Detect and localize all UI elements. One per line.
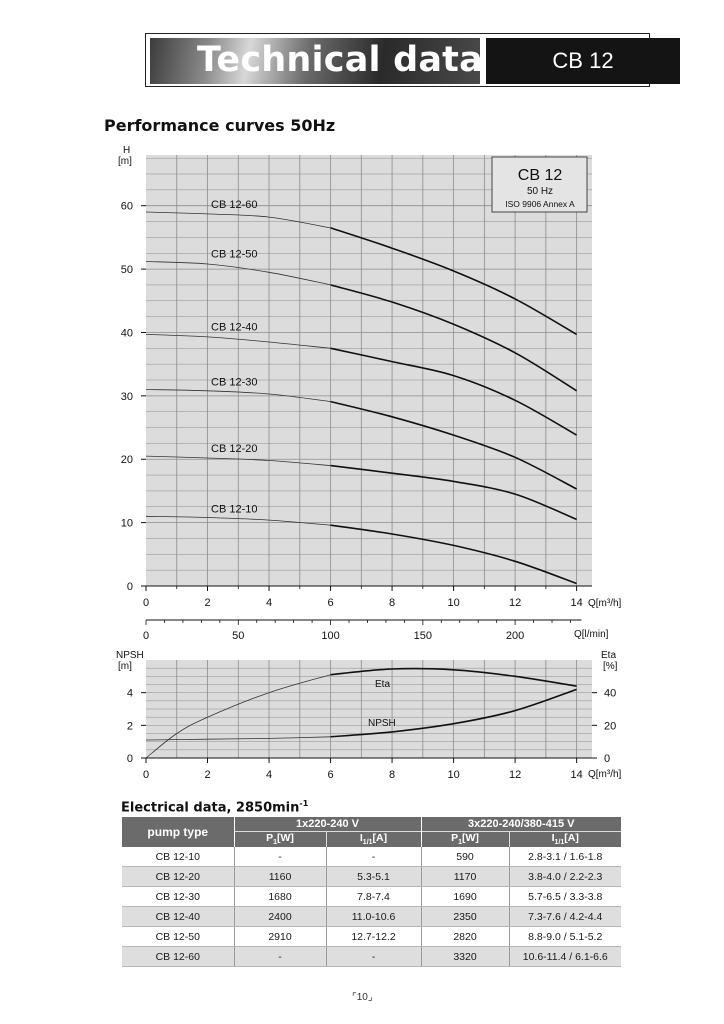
cell-current-single-phase: 5.3-5.1	[326, 867, 421, 887]
electrical-data-table	[122, 817, 621, 967]
table-row	[122, 947, 621, 967]
curve-label-cb-12-30: CB 12-30	[211, 376, 258, 389]
cell-current-three-phase: 2.8-3.1 / 1.6-1.8	[509, 847, 621, 867]
cell-p1-single-phase: 2400	[234, 907, 326, 927]
cell-current-three-phase: 5.7-6.5 / 3.3-3.8	[509, 887, 621, 907]
y-tick-label: 40	[120, 327, 133, 340]
cell-p1-single-phase: 1680	[234, 887, 326, 907]
header-p1-3ph-unit: [W]	[462, 832, 479, 845]
performance-title: Performance curves 50Hz	[104, 116, 336, 135]
x-tick-label: 2	[204, 597, 211, 609]
npsh-left-tick-label: 4	[126, 687, 133, 700]
npsh-right-unit: [%]	[603, 661, 618, 672]
cell-current-single-phase: 11.0-10.6	[326, 907, 421, 927]
cell-p1-three-phase: 2820	[421, 927, 509, 947]
header-p1-3ph-symbol: P	[451, 832, 459, 845]
eta-right-tick-label: 0	[604, 753, 611, 765]
x-tick-label: 8	[389, 597, 396, 609]
x-tick-label: 6	[327, 597, 334, 609]
npsh-x-tick-label: 0	[142, 769, 150, 781]
lmin-tick-label: 0	[142, 630, 150, 642]
npsh-x-tick-label: 4	[265, 769, 273, 781]
cell-pump-type: CB 12-60	[122, 947, 234, 967]
legend-model: CB 12	[517, 167, 563, 184]
y-tick-label: 60	[120, 200, 133, 213]
cell-pump-type: CB 12-10	[122, 847, 234, 867]
npsh-x-tick-label: 14	[570, 769, 583, 781]
cell-pump-type: CB 12-50	[122, 927, 234, 947]
npsh-left-tick-label: 2	[126, 720, 133, 733]
npsh-right-label: Eta	[601, 650, 617, 661]
electrical-title-exponent: -1	[299, 799, 309, 808]
header-i-1ph-symbol: I	[359, 832, 363, 845]
y-axis-unit: [m]	[118, 156, 132, 167]
eta-curve-label: Eta	[375, 679, 391, 690]
cell-p1-single-phase: 1160	[234, 867, 326, 887]
y-tick-label: 0	[126, 581, 133, 593]
cell-current-single-phase: -	[326, 947, 421, 967]
lmin-tick-label: 100	[321, 630, 340, 642]
cell-current-single-phase: 7.8-7.4	[326, 887, 421, 907]
header-p1-3ph	[421, 831, 509, 847]
electrical-title	[121, 799, 308, 815]
table-row	[122, 867, 621, 887]
cell-current-three-phase: 8.8-9.0 / 5.1-5.2	[509, 927, 621, 947]
y-tick-label: 30	[120, 390, 133, 403]
npsh-left-label: NPSH	[116, 650, 144, 661]
curve-label-cb-12-40: CB 12-40	[211, 321, 258, 334]
table-row	[122, 847, 621, 867]
header-p1-1ph	[234, 831, 326, 847]
lmin-tick-label: 150	[413, 630, 433, 642]
header-i-1ph	[326, 831, 421, 847]
header-p1-3ph-sub: 1	[458, 839, 462, 847]
x-tick-label: 12	[508, 597, 522, 609]
header-i-3ph-unit: [A]	[564, 832, 579, 845]
lmin-tick-label: 50	[232, 630, 245, 642]
cell-p1-three-phase: 1170	[421, 867, 509, 887]
lmin-tick-label: 200	[505, 630, 525, 642]
page-number-value: 10	[356, 992, 368, 1003]
table-row	[122, 887, 621, 907]
cell-pump-type: CB 12-40	[122, 907, 234, 927]
npsh-x-tick-label: 12	[508, 769, 522, 781]
header-i-1ph-sub: 1/1	[362, 839, 373, 847]
y-axis-label: H	[123, 145, 131, 156]
cell-current-single-phase: 12.7-12.2	[326, 927, 421, 947]
x-tick-label: 4	[265, 597, 273, 609]
cell-p1-three-phase: 590	[421, 847, 509, 867]
npsh-x-tick-label: 8	[389, 769, 396, 781]
header-p1-1ph-sub: 1	[273, 839, 277, 847]
cell-pump-type: CB 12-20	[122, 867, 234, 887]
header-p1-1ph-unit: [W]	[277, 832, 294, 845]
legend-standard: ISO 9906 Annex A	[505, 199, 575, 209]
cell-pump-type: CB 12-30	[122, 887, 234, 907]
x-axis-label-m3h: Q[m³/h]	[588, 598, 622, 609]
secondary-flow-axis	[143, 620, 582, 642]
cell-p1-single-phase: -	[234, 947, 326, 967]
header-i-3ph-symbol: I	[551, 832, 555, 845]
eta-right-tick-label: 20	[604, 720, 617, 733]
header-i-1ph-unit: [A]	[372, 832, 388, 845]
table-row	[122, 927, 621, 947]
x-tick-label: 14	[570, 597, 583, 609]
x-tick-label: 0	[142, 597, 150, 609]
npsh-left-unit: [m]	[118, 661, 132, 672]
npsh-x-tick-label: 10	[447, 769, 460, 781]
cell-current-three-phase: 10.6-11.4 / 6.1-6.6	[509, 947, 621, 967]
cell-current-three-phase: 7.3-7.6 / 4.2-4.4	[509, 907, 621, 927]
electrical-title-text: Electrical data, 2850min	[121, 800, 300, 816]
npsh-x-tick-label: 6	[327, 769, 334, 781]
cell-current-single-phase: -	[326, 847, 421, 867]
header-pump-type: pump type	[122, 817, 234, 847]
header-i-3ph-sub: 1/1	[554, 839, 565, 847]
page-number: ⌜10⌟	[352, 992, 373, 1003]
x-axis-label-lmin: Q[l/min]	[574, 629, 609, 640]
header-p1-1ph-symbol: P	[266, 832, 274, 845]
y-tick-label: 10	[120, 517, 133, 530]
cell-current-three-phase: 3.8-4.0 / 2.2-2.3	[509, 867, 621, 887]
cell-p1-single-phase: -	[234, 847, 326, 867]
header-three-phase: 3x220-240/380-415 V	[468, 817, 575, 830]
page-title: Technical data	[197, 40, 483, 80]
y-tick-label: 50	[120, 264, 133, 277]
npsh-x-axis-label: Q[m³/h]	[588, 769, 622, 780]
curve-label-cb-12-50: CB 12-50	[211, 248, 258, 261]
npsh-x-tick-label: 2	[204, 769, 211, 781]
electrical-table-body	[122, 847, 621, 967]
cell-p1-three-phase: 1690	[421, 887, 509, 907]
cell-p1-three-phase: 3320	[421, 947, 509, 967]
legend-frequency: 50 Hz	[526, 186, 554, 197]
curve-label-cb-12-60: CB 12-60	[211, 199, 258, 212]
cell-p1-three-phase: 2350	[421, 907, 509, 927]
header-single-phase: 1x220-240 V	[234, 817, 421, 831]
eta-right-tick-label: 40	[604, 687, 617, 700]
table-row	[122, 907, 621, 927]
cell-p1-single-phase: 2910	[234, 927, 326, 947]
main-chart-plot-area	[146, 155, 592, 586]
npsh-left-tick-label: 0	[126, 753, 133, 765]
x-tick-label: 10	[447, 597, 460, 609]
model-badge-label: CB 12	[552, 48, 614, 73]
curve-label-cb-12-10: CB 12-10	[211, 503, 258, 516]
npsh-curve-label: NPSH	[368, 718, 396, 729]
curve-label-cb-12-20: CB 12-20	[211, 443, 258, 456]
y-tick-label: 20	[120, 454, 133, 467]
header-i-3ph	[509, 831, 621, 847]
